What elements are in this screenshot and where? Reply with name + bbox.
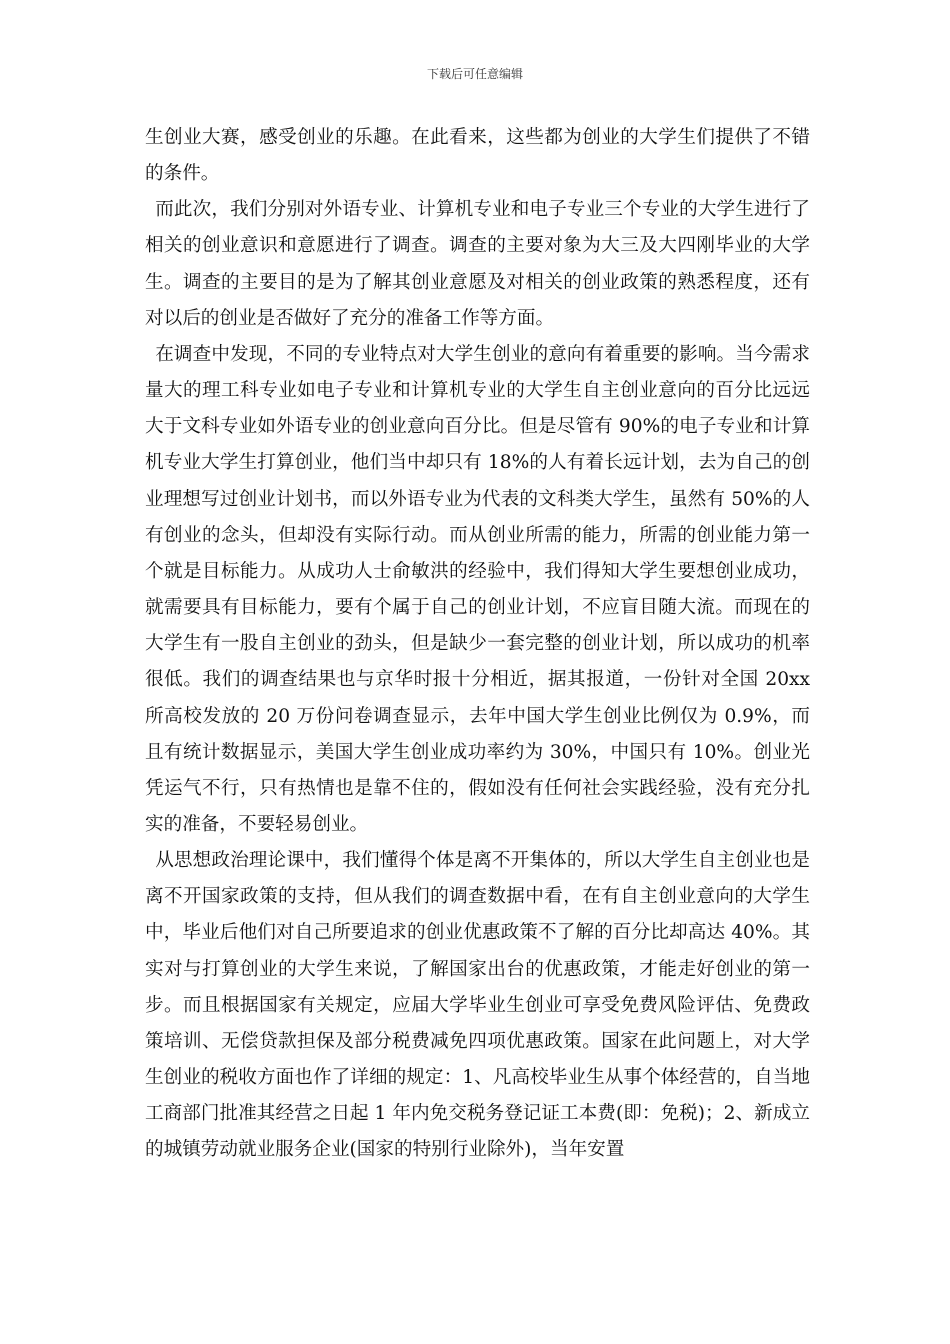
page-header: 下载后可任意编辑: [426, 67, 523, 81]
paragraph-survey-intro: 而此次，我们分别对外语专业、计算机专业和电子专业三个专业的大学生进行了相关的创业意识和意愿进行了调查。调查的主要对象为大三及大四刚毕业的大学生。调查的主要目的是为了解其创业意愿及对相关的创业政策的熟悉程度，还有对以后的创业是否做好了充分的准备工作等方面。: [145, 199, 810, 329]
paragraph-continuation: 生创业大赛，感受创业的乐趣。在此看来，这些都为创业的大学生们提供了不错的条件。: [145, 127, 810, 185]
paragraph-survey-findings: 在调查中发现，不同的专业特点对大学生创业的意向有着重要的影响。当今需求量大的理工科专业如电子专业和计算机专业的大学生自主创业意向的百分比远远大于文科专业如外语专业的创业意向百分比。但是尽管有 90%的电子专业和计算机专业大学生打算创业，他们当中却只有 18%的人有着长远计划，去为自己的创业理想写过创业计划书，而以外语专业为代表的文科类大学生，虽然有 50%的人有创业的念头，但却没有实际行动。而从创业所需的能力，所需的创业能力第一个就是目标能力。从成功人士俞敏洪的经验中，我们得知大学生要想创业成功，就需要具有目标能力，要有个属于自己的创业计划，不应盲目随大流。而现在的大学生有一股自主创业的劲头，但是缺少一套完整的创业计划，所以成功的机率很低。我们的调查结果也与京华时报十分相近，据其报道，一份针对全国 20xx 所高校发放的 20 万份问卷调查显示，去年中国大学生创业比例仅为 0.9%，而且有统计数据显示，美国大学生创业成功率约为 30%，中国只有 10%。创业光凭运气不行，只有热情也是靠不住的，假如没有任何社会实践经验，没有充分扎实的准备，不要轻易创业。: [145, 343, 810, 835]
document-body: [145, 120, 810, 1169]
paragraph-policy: 从思想政治理论课中，我们懂得个体是离不开集体的，所以大学生自主创业也是离不开国家政策的支持，但从我们的调查数据中看，在有自主创业意向的大学生中，毕业后他们对自己所要追求的创业优惠政策不了解的百分比却高达 40%。其实对与打算创业的大学生来说，了解国家出台的优惠政策，才能走好创业的第一步。而且根据国家有关规定，应届大学毕业生创业可享受免费风险评估、免费政策培训、无偿贷款担保及部分税费减免四项优惠政策。国家在此问题上，对大学生创业的税收方面也作了详细的规定：1、凡高校毕业生从事个体经营的，自当地工商部门批准其经营之日起 1 年内免交税务登记证工本费(即：免税)；2、新成立的城镇劳动就业服务企业(国家的特别行业除外)，当年安置: [145, 850, 810, 1161]
